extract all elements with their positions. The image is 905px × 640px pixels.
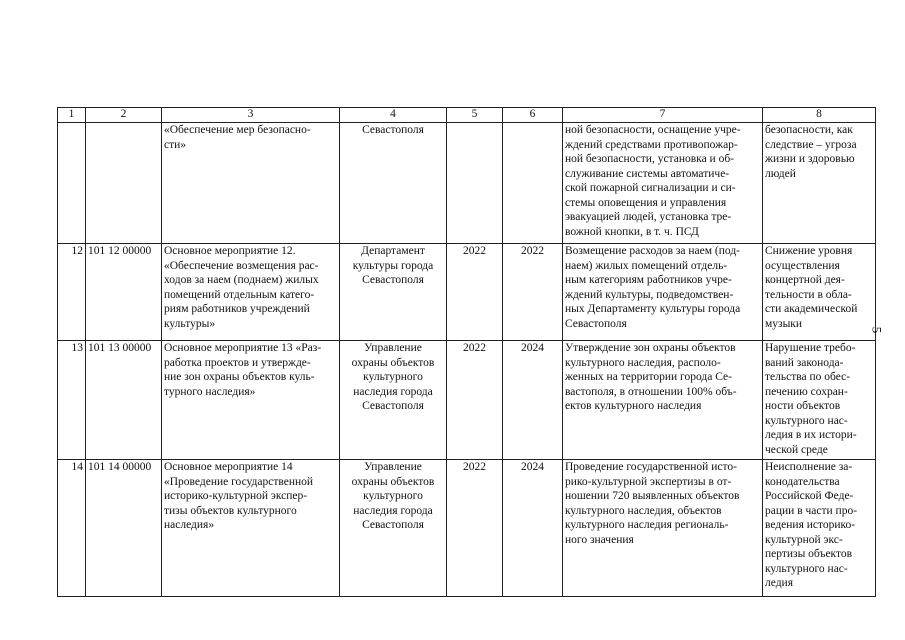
header-row — [58, 108, 876, 123]
row-result: Возмещение расходов за наем (под- наем) жилых помещений отдель- ным категориям работников учре- ждений культуры, подведомствен- ных Департаменту культуры города Севастополя — [563, 244, 763, 341]
row-consequence: Неисполнение за- конодательства Российской Феде- рации в части про- ведения историко- культурной экс- пертизы объектов культурного нас- ледия — [763, 460, 876, 597]
header-col-2: 2 — [86, 108, 162, 123]
header-col-4: 4 — [340, 108, 447, 123]
row-start-year: 2022 — [447, 341, 503, 460]
row-name: Основное мероприятие 13 «Раз- работка проектов и утвержде- ние зон охраны объектов куль- турного наследия» — [162, 341, 340, 460]
row-name: Основное мероприятие 14 «Проведение государственной историко-культурной экспер- тизы объектов культурного наследия» — [162, 460, 340, 597]
header-col-1: 1 — [58, 108, 86, 123]
row-result: Проведение государственной исто- рико-культурной экспертизы в от- ношении 720 выявленных объектов культурного наследия, объектов культурного наследия региональ- ного значения — [563, 460, 763, 597]
row-code: 101 14 00000 — [86, 460, 162, 597]
row-start-year — [447, 123, 503, 244]
row-executor: Департамент культуры города Севастополя — [340, 244, 447, 341]
row-consequence: Нарушение требо- ваний законода- тельства по обес- печению сохран- ности объектов культурного нас- ледия в их истори- ческой среде — [763, 341, 876, 460]
row-result: ной безопасности, оснащение учре- ждений средствами противопожар- ной безопасности, установка и об- служивание системы автоматиче- ской пожарной сигнализации и си- стемы оповещения и управления эвакуацией людей, установка тре- вожной кнопки, в т. ч. ПСД — [563, 123, 763, 244]
row-number: 14 — [58, 460, 86, 597]
header-col-6: 6 — [503, 108, 563, 123]
row-consequence: безопасности, как следствие – угроза жизни и здоровью людей — [763, 123, 876, 244]
header-col-3: 3 — [162, 108, 340, 123]
row-result: Утверждение зон охраны объектов культурного наследия, располо- женных на территории города Се- вастополя, в отношении 100% объ- ектов культурного наследия — [563, 341, 763, 460]
table-row — [58, 460, 876, 597]
header-col-8: 8 — [763, 108, 876, 123]
table-row — [58, 341, 876, 460]
row-code: 101 12 00000 — [86, 244, 162, 341]
row-executor: Севастополя — [340, 123, 447, 244]
header-col-5: 5 — [447, 108, 503, 123]
page-number: 5 — [869, 326, 885, 334]
row-name: «Обеспечение мер безопасно- сти» — [162, 123, 340, 244]
row-code — [86, 123, 162, 244]
row-start-year: 2022 — [447, 460, 503, 597]
row-end-year: 2024 — [503, 460, 563, 597]
row-end-year: 2022 — [503, 244, 563, 341]
row-consequence: Снижение уровня осуществления концертной дея- тельности в обла- сти академической музыки — [763, 244, 876, 341]
row-code: 101 13 00000 — [86, 341, 162, 460]
row-end-year — [503, 123, 563, 244]
row-executor: Управление охраны объектов культурного наследия города Севастополя — [340, 341, 447, 460]
row-number: 13 — [58, 341, 86, 460]
table-row — [58, 123, 876, 244]
row-executor: Управление охраны объектов культурного наследия города Севастополя — [340, 460, 447, 597]
row-start-year: 2022 — [447, 244, 503, 341]
header-col-7: 7 — [563, 108, 763, 123]
table-row — [58, 244, 876, 341]
row-number: 12 — [58, 244, 86, 341]
row-number — [58, 123, 86, 244]
measures-table — [57, 107, 876, 597]
row-end-year: 2024 — [503, 341, 563, 460]
row-name: Основное мероприятие 12. «Обеспечение возмещения рас- ходов за наем (поднаем) жилых помещений отдельным катего- риям работников учреждений культуры» — [162, 244, 340, 341]
